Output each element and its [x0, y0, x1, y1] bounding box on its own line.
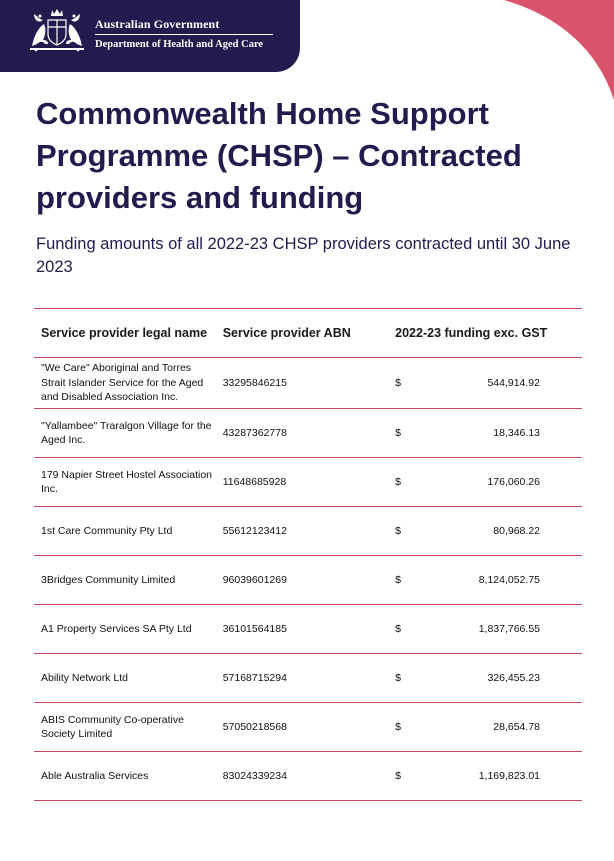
provider-abn-cell: 33295846215: [222, 376, 287, 389]
provider-name-cell: 1st Care Community Pty Ltd: [41, 524, 173, 537]
funding-amount-cell: 176,060.26: [487, 475, 540, 488]
header-divider: [95, 34, 273, 35]
funding-amount-cell: 80,968.22: [493, 524, 540, 537]
currency-symbol-cell: $: [395, 426, 401, 439]
table-header-row: [34, 309, 582, 358]
funding-amount-cell: 8,124,052.75: [478, 573, 540, 586]
column-header-funding: 2022-23 funding exc. GST: [395, 326, 548, 340]
table-row: [34, 605, 582, 654]
providers-table: [34, 308, 582, 801]
provider-abn-cell: 43287362778: [222, 426, 287, 439]
table-row: [34, 654, 582, 703]
currency-symbol-cell: $: [395, 720, 401, 733]
funding-amount-cell: 1,169,823.01: [478, 769, 540, 782]
column-header-abn: Service provider ABN: [222, 326, 351, 340]
currency-symbol-cell: $: [395, 622, 401, 635]
funding-amount-cell: 28,654.78: [493, 720, 540, 733]
funding-amount-cell: 544,914.92: [487, 376, 540, 389]
provider-name-cell: 3Bridges Community Limited: [41, 573, 176, 586]
table-row: [34, 358, 582, 409]
table-row: [34, 409, 582, 458]
provider-abn-cell: 83024339234: [222, 769, 287, 782]
column-header-name: Service provider legal name: [41, 326, 208, 340]
funding-amount-cell: 18,346.13: [493, 426, 540, 439]
currency-symbol-cell: $: [395, 769, 401, 782]
provider-name-cell: "We Care" Aboriginal and Torres Strait Islander Service for the Aged and Disabled Association Inc.: [41, 362, 204, 404]
currency-symbol-cell: $: [395, 475, 401, 488]
currency-symbol-cell: $: [395, 524, 401, 537]
decorative-corner-shape: [504, 0, 614, 100]
provider-abn-cell: 57050218568: [222, 720, 287, 733]
funding-amount-cell: 1,837,766.55: [478, 622, 540, 635]
table-row: [34, 556, 582, 605]
provider-abn-cell: 11648685928: [222, 475, 287, 488]
department-name: Department of Health and Aged Care: [95, 39, 264, 50]
government-header-band: [0, 0, 300, 72]
provider-abn-cell: 96039601269: [222, 573, 287, 586]
table-row: [34, 752, 582, 801]
page-subtitle: Funding amounts of all 2022-23 CHSP providers contracted until 30 June 2023: [36, 235, 571, 276]
page-title: Commonwealth Home Support Programme (CHSP) – Contracted providers and funding: [36, 96, 522, 215]
table-row: [34, 703, 582, 752]
funding-amount-cell: 326,455.23: [487, 671, 540, 684]
provider-name-cell: ABIS Community Co-operative Society Limited: [41, 713, 184, 740]
provider-name-cell: "Yallambee" Traralgon Village for the Aged Inc.: [41, 419, 212, 446]
currency-symbol-cell: $: [395, 573, 401, 586]
provider-abn-cell: 57168715294: [222, 671, 287, 684]
table-row: [34, 507, 582, 556]
provider-name-cell: 179 Napier Street Hostel Association Inc.: [41, 468, 213, 495]
provider-abn-cell: 55612123412: [222, 524, 287, 537]
coat-of-arms-icon: [26, 6, 88, 52]
provider-name-cell: Able Australia Services: [41, 769, 149, 782]
government-name: Australian Government: [95, 17, 220, 31]
provider-name-cell: A1 Property Services SA Pty Ltd: [41, 622, 192, 635]
currency-symbol-cell: $: [395, 376, 401, 389]
table-row: [34, 458, 582, 507]
provider-name-cell: Ability Network Ltd: [41, 671, 128, 684]
currency-symbol-cell: $: [395, 671, 401, 684]
provider-abn-cell: 36101564185: [222, 622, 287, 635]
